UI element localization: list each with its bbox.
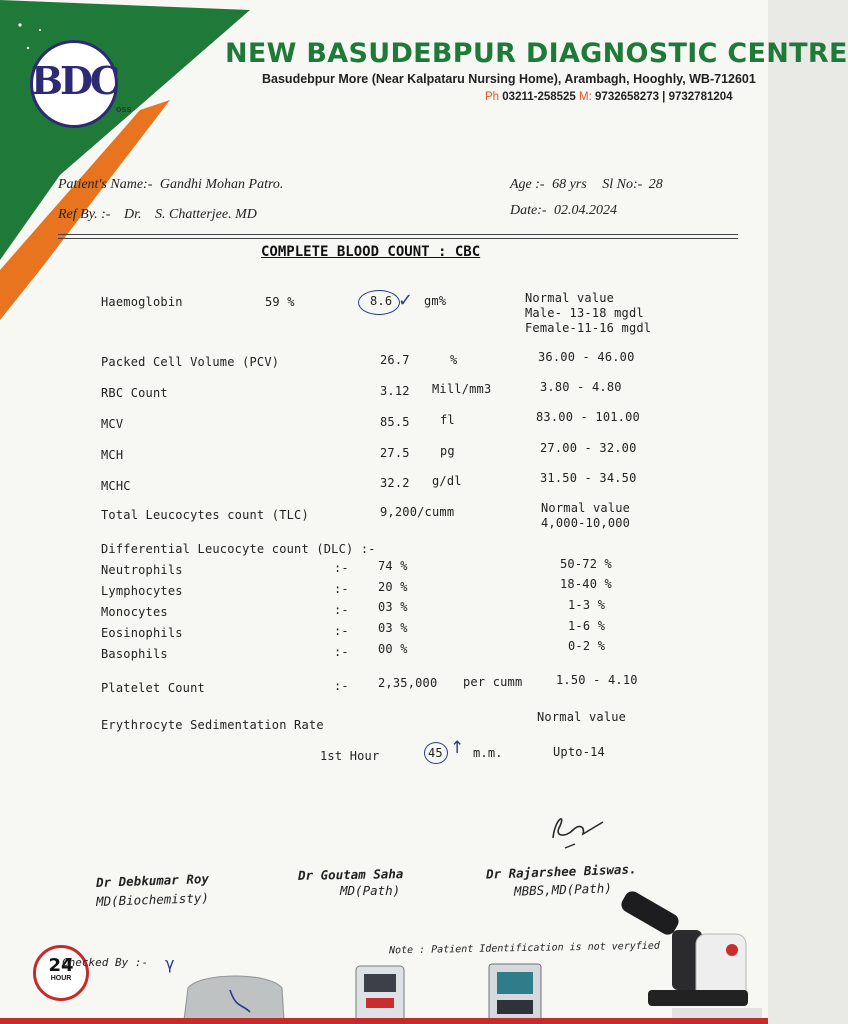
age-row bbox=[510, 177, 663, 193]
patient-name-label: Patient's Name:- bbox=[58, 177, 153, 192]
date-label: Date:- bbox=[510, 203, 547, 218]
referred-by-row bbox=[58, 207, 257, 223]
microscope-icon bbox=[612, 890, 768, 1024]
monocytes-label: Monocytes bbox=[101, 605, 168, 619]
esr-arrow-up-mark: ↑ bbox=[450, 738, 465, 758]
patient-name-row bbox=[58, 177, 283, 193]
lymphocytes-value: 20 % bbox=[378, 580, 408, 594]
pcv-unit: % bbox=[450, 353, 458, 367]
tlc-normal-title: Normal value bbox=[541, 501, 631, 515]
esr-hour-label: 1st Hour bbox=[320, 749, 380, 763]
hb-value: 8.6 bbox=[370, 294, 393, 308]
ref-prefix: Dr. bbox=[123, 207, 142, 222]
lymphocytes-sep: :- bbox=[334, 582, 349, 596]
logo-lettering: BDC bbox=[30, 58, 118, 103]
esr-range: Upto-14 bbox=[553, 745, 605, 759]
identification-note: Note : Patient Identification is not veryfied bbox=[388, 940, 661, 957]
mchc-range: 31.50 - 34.50 bbox=[540, 471, 637, 485]
platelet-value: 2,35,000 bbox=[378, 676, 438, 690]
mch-unit: pg bbox=[440, 444, 455, 458]
hb-label: Haemoglobin bbox=[101, 295, 183, 309]
sample-bag-icon bbox=[180, 968, 290, 1024]
hb-normal-title: Normal value bbox=[525, 291, 615, 305]
hb-unit: gm% bbox=[424, 294, 447, 308]
mcv-label: MCV bbox=[101, 417, 124, 431]
eosinophils-sep: :- bbox=[334, 624, 349, 638]
date-row bbox=[510, 203, 617, 219]
analyzer-machine-icon bbox=[350, 962, 410, 1024]
neutrophils-sep: :- bbox=[334, 561, 349, 575]
badge-number: 24 bbox=[48, 955, 74, 976]
doctor-1-name: Dr Debkumar Roy bbox=[95, 871, 210, 890]
tlc-normal-range: 4,000-10,000 bbox=[541, 516, 631, 530]
centre-phones bbox=[485, 91, 733, 103]
rbc-range: 3.80 - 4.80 bbox=[540, 380, 622, 394]
doctor-1-degree: MD(Biochemisty) bbox=[95, 890, 210, 909]
checked-by-mark: γ bbox=[165, 954, 175, 973]
basophils-value: 00 % bbox=[378, 642, 408, 656]
rbc-unit: Mill/mm3 bbox=[432, 382, 492, 396]
mcv-value: 85.5 bbox=[380, 415, 410, 429]
hb-normal-female: Female-11-16 mgdl bbox=[525, 321, 652, 335]
esr-normal-title: Normal value bbox=[537, 710, 627, 724]
basophils-sep: :- bbox=[334, 645, 349, 659]
dlc-title: Differential Leucocyte count (DLC) :- bbox=[101, 542, 376, 556]
eosinophils-range: 1-6 % bbox=[568, 619, 606, 633]
handwritten-signature bbox=[545, 808, 615, 852]
sl-value: 28 bbox=[648, 177, 663, 192]
badge-caption: HOUR bbox=[50, 975, 72, 982]
mch-value: 27.5 bbox=[380, 446, 410, 460]
esr-value: 45 bbox=[428, 746, 443, 760]
basophils-label: Basophils bbox=[101, 647, 168, 661]
rbc-label: RBC Count bbox=[101, 386, 168, 400]
centre-name: NEW BASUDEBPUR DIAGNOSTIC CENTRE bbox=[225, 38, 848, 69]
mcv-unit: fl bbox=[440, 413, 455, 427]
pcv-label: Packed Cell Volume (PCV) bbox=[101, 355, 280, 369]
mobile-label: M: bbox=[579, 91, 592, 103]
platelet-range: 1.50 - 4.10 bbox=[556, 673, 638, 687]
mchc-unit: g/dl bbox=[432, 474, 462, 488]
phone-label: Ph bbox=[485, 91, 500, 103]
age-value: 68 yrs bbox=[552, 177, 587, 192]
patient-name: Gandhi Mohan Patro. bbox=[159, 177, 284, 192]
platelet-label: Platelet Count bbox=[101, 681, 205, 695]
checked-by-label: Checked By :- bbox=[62, 956, 149, 969]
monocytes-value: 03 % bbox=[378, 600, 408, 614]
footer-border bbox=[0, 1018, 768, 1024]
phone-number: 03211-258525 bbox=[502, 91, 576, 103]
eosinophils-label: Eosinophils bbox=[101, 626, 183, 640]
neutrophils-range: 50-72 % bbox=[560, 557, 612, 571]
lymphocytes-label: Lymphocytes bbox=[101, 584, 183, 598]
hb-percent: 59 % bbox=[265, 295, 295, 309]
logo-sub-text: oss bbox=[116, 104, 132, 114]
ref-label: Ref By. :- bbox=[58, 207, 111, 222]
pcv-value: 26.7 bbox=[380, 353, 410, 367]
neutrophils-value: 74 % bbox=[378, 559, 408, 573]
divider-bottom bbox=[58, 238, 738, 239]
monocytes-sep: :- bbox=[334, 603, 349, 617]
doctor-2-degree: MD(Path) bbox=[340, 883, 401, 898]
hb-normal-male: Male- 13-18 mgdl bbox=[525, 306, 644, 320]
rbc-value: 3.12 bbox=[380, 384, 410, 398]
pcv-range: 36.00 - 46.00 bbox=[538, 350, 635, 364]
eosinophils-value: 03 % bbox=[378, 621, 408, 635]
lab-instrument-icon bbox=[485, 958, 545, 1024]
basophils-range: 0-2 % bbox=[568, 639, 606, 653]
doctor-2-name: Dr Goutam Saha bbox=[297, 866, 404, 883]
ref-doctor: S. Chatterjee. MD bbox=[155, 207, 257, 222]
mchc-label: MCHC bbox=[101, 479, 131, 493]
esr-label: Erythrocyte Sedimentation Rate bbox=[101, 718, 324, 732]
mch-range: 27.00 - 32.00 bbox=[540, 441, 637, 455]
platelet-unit: per cumm bbox=[463, 675, 523, 689]
tlc-label: Total Leucocytes count (TLC) bbox=[101, 508, 309, 522]
date-value: 02.04.2024 bbox=[554, 203, 618, 218]
platelet-sep: :- bbox=[334, 679, 349, 693]
mchc-value: 32.2 bbox=[380, 476, 410, 490]
age-label: Age :- bbox=[510, 177, 545, 192]
doctor-3-degree: MBBS,MD(Path) bbox=[513, 880, 613, 899]
sl-label: Sl No:- bbox=[602, 177, 643, 192]
doctor-3-name: Dr Rajarshee Biswas. bbox=[485, 861, 637, 882]
divider-top bbox=[58, 234, 738, 235]
monocytes-range: 1-3 % bbox=[568, 598, 606, 612]
mcv-range: 83.00 - 101.00 bbox=[536, 410, 640, 424]
hb-tick-mark: ✓ bbox=[398, 290, 414, 311]
esr-unit: m.m. bbox=[473, 746, 503, 760]
mobile-numbers: 9732658273 | 9732781204 bbox=[595, 91, 733, 103]
centre-address: Basudebpur More (Near Kalpataru Nursing Home), Arambagh, Hooghly, WB-712601 bbox=[262, 72, 756, 86]
report-title: COMPLETE BLOOD COUNT : CBC bbox=[261, 244, 481, 260]
tlc-value: 9,200/cumm bbox=[380, 505, 455, 519]
lymphocytes-range: 18-40 % bbox=[560, 577, 612, 591]
mch-label: MCH bbox=[101, 448, 124, 462]
neutrophils-label: Neutrophils bbox=[101, 563, 183, 577]
